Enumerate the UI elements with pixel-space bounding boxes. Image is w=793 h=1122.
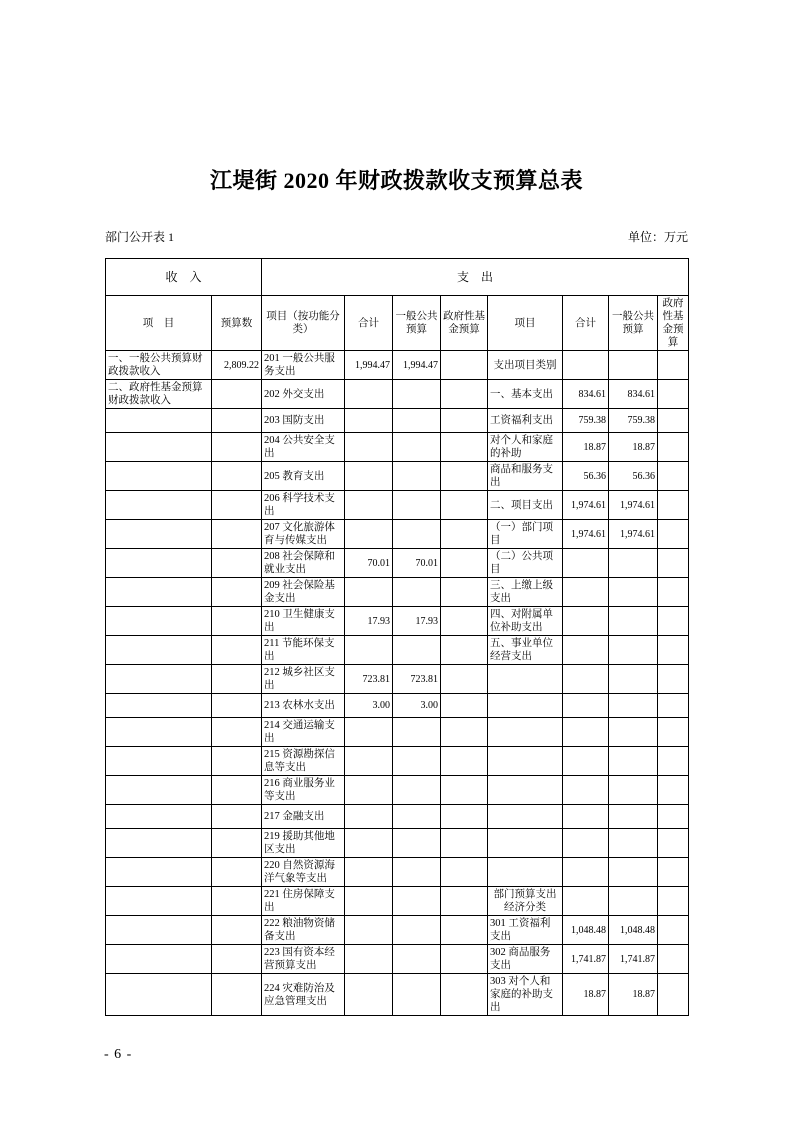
table-cell (658, 520, 689, 549)
table-cell (658, 351, 689, 380)
table-cell: 五、事业单位经营支出 (488, 636, 563, 665)
table-cell (212, 636, 262, 665)
table-cell (488, 858, 563, 887)
table-cell (345, 747, 393, 776)
table-cell (106, 607, 212, 636)
table-cell (658, 916, 689, 945)
table-cell (609, 776, 658, 805)
table-cell (106, 433, 212, 462)
table-row (106, 491, 689, 520)
table-cell: 18.87 (563, 974, 609, 1016)
table-cell: 部门预算支出经济分类 (488, 887, 563, 916)
table-cell: 207 文化旅游体育与传媒支出 (262, 520, 345, 549)
table-cell (212, 694, 262, 718)
table-cell (441, 380, 488, 409)
table-cell: 1,741.87 (609, 945, 658, 974)
table-cell (609, 351, 658, 380)
table-cell (106, 578, 212, 607)
table-cell (212, 805, 262, 829)
table-cell: 56.36 (563, 462, 609, 491)
table-cell: 214 交通运输支出 (262, 718, 345, 747)
table-cell (658, 380, 689, 409)
table-cell: 1,994.47 (393, 351, 441, 380)
table-cell (658, 433, 689, 462)
table-cell (563, 829, 609, 858)
table-cell: 205 教育支出 (262, 462, 345, 491)
table-cell (393, 858, 441, 887)
table-cell (345, 578, 393, 607)
table-row (106, 462, 689, 491)
table-cell (345, 718, 393, 747)
column-header: 合计 (563, 296, 609, 351)
table-cell (488, 665, 563, 694)
table-cell (212, 829, 262, 858)
table-cell: 301 工资福利支出 (488, 916, 563, 945)
table-cell (106, 549, 212, 578)
table-cell (345, 409, 393, 433)
table-cell (393, 636, 441, 665)
table-cell (345, 380, 393, 409)
column-header: 政府性基金预算 (441, 296, 488, 351)
table-cell (658, 694, 689, 718)
table-cell: 834.61 (563, 380, 609, 409)
table-cell (106, 887, 212, 916)
table-cell (441, 520, 488, 549)
page-number: - 6 - (104, 1047, 133, 1062)
table-cell (441, 945, 488, 974)
column-header: 一般公共预算 (393, 296, 441, 351)
table-cell (658, 462, 689, 491)
table-row (106, 409, 689, 433)
table-cell: 203 国防支出 (262, 409, 345, 433)
table-cell (441, 636, 488, 665)
table-cell: 209 社会保险基金支出 (262, 578, 345, 607)
table-cell (441, 607, 488, 636)
table-cell (658, 578, 689, 607)
table-cell: 211 节能环保支出 (262, 636, 345, 665)
column-header: 项目（按功能分类） (262, 296, 345, 351)
table-cell: 204 公共安全支出 (262, 433, 345, 462)
table-cell: 202 外交支出 (262, 380, 345, 409)
table-row (106, 887, 689, 916)
table-cell (106, 718, 212, 747)
table-cell (488, 694, 563, 718)
table-cell (441, 747, 488, 776)
table-cell (488, 805, 563, 829)
table-cell: 208 社会保障和就业支出 (262, 549, 345, 578)
table-cell (441, 776, 488, 805)
table-cell: 70.01 (345, 549, 393, 578)
table-cell (212, 409, 262, 433)
table-cell (106, 776, 212, 805)
table-cell (393, 945, 441, 974)
table-row (106, 916, 689, 945)
column-header: 合计 (345, 296, 393, 351)
table-cell (212, 549, 262, 578)
table-cell (441, 578, 488, 607)
table-row (106, 776, 689, 805)
table-cell (658, 776, 689, 805)
table-cell (345, 491, 393, 520)
column-header-row (106, 296, 689, 351)
table-cell (212, 916, 262, 945)
table-cell: 56.36 (609, 462, 658, 491)
table-cell (563, 549, 609, 578)
table-cell (106, 805, 212, 829)
table-cell: 对个人和家庭的补助 (488, 433, 563, 462)
section-header-row (106, 259, 689, 296)
table-cell: 1,974.61 (609, 520, 658, 549)
table-row (106, 718, 689, 747)
table-cell: 18.87 (609, 433, 658, 462)
table-row (106, 974, 689, 1016)
table-cell (441, 462, 488, 491)
budget-summary-table (105, 258, 689, 1016)
table-cell (345, 945, 393, 974)
table-cell (212, 945, 262, 974)
table-cell: 支出项目类别 (488, 351, 563, 380)
table-cell (441, 351, 488, 380)
table-cell: 四、对附属单位补助支出 (488, 607, 563, 636)
table-cell (345, 858, 393, 887)
table-cell (393, 974, 441, 1016)
table-cell (106, 945, 212, 974)
table-cell (658, 805, 689, 829)
table-row (106, 549, 689, 578)
table-row (106, 607, 689, 636)
table-cell (658, 491, 689, 520)
table-cell (345, 887, 393, 916)
table-cell (563, 578, 609, 607)
table-cell: 1,048.48 (609, 916, 658, 945)
table-cell: 一、基本支出 (488, 380, 563, 409)
table-cell (441, 665, 488, 694)
column-header: 政府性基金预算 (658, 296, 689, 351)
table-cell: 三、上缴上级支出 (488, 578, 563, 607)
table-cell: （一）部门项目 (488, 520, 563, 549)
table-cell: 3.00 (393, 694, 441, 718)
table-cell: 212 城乡社区支出 (262, 665, 345, 694)
table-cell: 222 粮油物资储备支出 (262, 916, 345, 945)
table-cell (441, 829, 488, 858)
column-header: 项目 (488, 296, 563, 351)
table-cell (345, 520, 393, 549)
table-cell (393, 776, 441, 805)
table-cell (212, 433, 262, 462)
table-row (106, 665, 689, 694)
column-header: 预算数 (212, 296, 262, 351)
table-meta-row (105, 230, 688, 245)
table-cell (212, 665, 262, 694)
table-cell (212, 974, 262, 1016)
table-cell: 217 金融支出 (262, 805, 345, 829)
table-row (106, 380, 689, 409)
table-cell (441, 916, 488, 945)
table-cell: 18.87 (609, 974, 658, 1016)
table-row (106, 945, 689, 974)
table-cell (658, 607, 689, 636)
table-cell (106, 747, 212, 776)
table-cell (106, 974, 212, 1016)
table-cell (658, 636, 689, 665)
table-cell (212, 747, 262, 776)
expense-section-header: 支 出 (262, 259, 689, 296)
table-cell (212, 776, 262, 805)
table-cell (488, 829, 563, 858)
table-cell (609, 718, 658, 747)
table-row (106, 694, 689, 718)
table-cell (441, 887, 488, 916)
table-cell (658, 974, 689, 1016)
table-cell (345, 636, 393, 665)
table-cell: 834.61 (609, 380, 658, 409)
table-cell (393, 380, 441, 409)
table-cell: 201 一般公共服务支出 (262, 351, 345, 380)
table-cell: 219 援助其他地区支出 (262, 829, 345, 858)
table-cell: 商品和服务支出 (488, 462, 563, 491)
table-cell (563, 718, 609, 747)
table-cell (393, 747, 441, 776)
table-cell (658, 887, 689, 916)
table-cell (563, 351, 609, 380)
table-cell: 17.93 (345, 607, 393, 636)
table-cell (212, 491, 262, 520)
table-cell (563, 747, 609, 776)
table-cell (658, 718, 689, 747)
table-row (106, 578, 689, 607)
table-cell (106, 829, 212, 858)
table-cell (609, 887, 658, 916)
table-cell: 723.81 (345, 665, 393, 694)
table-cell (563, 805, 609, 829)
table-cell (658, 665, 689, 694)
table-cell (212, 858, 262, 887)
table-cell (609, 694, 658, 718)
table-cell: 1,994.47 (345, 351, 393, 380)
table-cell (658, 829, 689, 858)
table-cell (658, 858, 689, 887)
unit-label: 单位：万元 (627, 230, 688, 244)
table-cell (488, 718, 563, 747)
table-cell: 303 对个人和家庭的补助支出 (488, 974, 563, 1016)
table-cell: 723.81 (393, 665, 441, 694)
table-cell (658, 747, 689, 776)
table-cell (212, 718, 262, 747)
table-cell (106, 520, 212, 549)
table-cell (658, 409, 689, 433)
table-cell (658, 945, 689, 974)
table-cell (393, 805, 441, 829)
table-cell: 二、政府性基金预算财政拨款收入 (106, 380, 212, 409)
table-cell (106, 491, 212, 520)
table-cell: （二）公共项目 (488, 549, 563, 578)
table-cell (563, 694, 609, 718)
table-cell (393, 520, 441, 549)
table-cell (106, 858, 212, 887)
table-cell (488, 747, 563, 776)
table-cell (563, 858, 609, 887)
table-cell: 一、一般公共预算财政拨款收入 (106, 351, 212, 380)
table-cell: 1,048.48 (563, 916, 609, 945)
table-cell (563, 636, 609, 665)
table-cell (441, 718, 488, 747)
table-row (106, 829, 689, 858)
table-cell: 3.00 (345, 694, 393, 718)
table-cell (393, 916, 441, 945)
table-cell: 18.87 (563, 433, 609, 462)
table-cell (609, 549, 658, 578)
table-cell (609, 665, 658, 694)
table-cell (441, 694, 488, 718)
table-cell (393, 462, 441, 491)
table-cell (609, 805, 658, 829)
table-cell (212, 462, 262, 491)
table-cell: 759.38 (609, 409, 658, 433)
table-cell (393, 491, 441, 520)
table-cell (658, 549, 689, 578)
table-row (106, 636, 689, 665)
table-cell (345, 974, 393, 1016)
table-cell: 1,974.61 (563, 491, 609, 520)
table-cell (488, 776, 563, 805)
table-cell (345, 829, 393, 858)
table-cell (441, 805, 488, 829)
table-cell (393, 718, 441, 747)
table-cell: 221 住房保障支出 (262, 887, 345, 916)
table-row (106, 351, 689, 380)
table-cell (212, 380, 262, 409)
table-cell (563, 776, 609, 805)
table-cell: 2,809.22 (212, 351, 262, 380)
income-section-header: 收 入 (106, 259, 262, 296)
table-cell (212, 578, 262, 607)
table-cell (441, 549, 488, 578)
table-cell (609, 636, 658, 665)
table-cell: 302 商品服务支出 (488, 945, 563, 974)
table-row (106, 520, 689, 549)
table-row (106, 433, 689, 462)
table-cell (106, 409, 212, 433)
table-cell (106, 694, 212, 718)
table-cell (441, 409, 488, 433)
table-cell (212, 607, 262, 636)
table-cell (345, 433, 393, 462)
table-cell: 1,974.61 (609, 491, 658, 520)
table-cell (212, 520, 262, 549)
table-cell (441, 491, 488, 520)
table-cell (393, 409, 441, 433)
table-cell: 17.93 (393, 607, 441, 636)
table-cell (345, 916, 393, 945)
table-cell: 210 卫生健康支出 (262, 607, 345, 636)
table-cell: 206 科学技术支出 (262, 491, 345, 520)
table-cell: 1,974.61 (563, 520, 609, 549)
table-cell: 216 商业服务业等支出 (262, 776, 345, 805)
table-cell (345, 776, 393, 805)
table-cell: 215 资源勘探信息等支出 (262, 747, 345, 776)
table-cell (106, 636, 212, 665)
table-cell (345, 805, 393, 829)
table-cell (106, 665, 212, 694)
table-cell: 223 国有资本经营预算支出 (262, 945, 345, 974)
table-cell (212, 887, 262, 916)
table-cell (609, 829, 658, 858)
table-row (106, 858, 689, 887)
table-cell (441, 974, 488, 1016)
table-cell: 工资福利支出 (488, 409, 563, 433)
table-cell (441, 858, 488, 887)
table-cell (563, 607, 609, 636)
table-cell (609, 607, 658, 636)
column-header: 一般公共预算 (609, 296, 658, 351)
page-title: 江堤街 2020 年财政拨款收支预算总表 (209, 168, 583, 193)
table-cell: 70.01 (393, 549, 441, 578)
table-cell (609, 858, 658, 887)
table-label: 部门公开表 1 (105, 230, 175, 244)
table-cell (393, 578, 441, 607)
table-cell (393, 433, 441, 462)
table-cell: 759.38 (563, 409, 609, 433)
table-cell (106, 916, 212, 945)
table-cell: 二、项目支出 (488, 491, 563, 520)
table-cell: 220 自然资源海洋气象等支出 (262, 858, 345, 887)
table-cell (563, 887, 609, 916)
table-cell (609, 578, 658, 607)
table-cell: 213 农林水支出 (262, 694, 345, 718)
table-cell (106, 462, 212, 491)
table-cell (441, 433, 488, 462)
table-cell: 224 灾难防治及应急管理支出 (262, 974, 345, 1016)
column-header: 项 目 (106, 296, 212, 351)
table-cell (609, 747, 658, 776)
table-cell (345, 462, 393, 491)
table-row (106, 805, 689, 829)
table-row (106, 747, 689, 776)
table-cell (393, 887, 441, 916)
table-cell (393, 829, 441, 858)
table-cell: 1,741.87 (563, 945, 609, 974)
table-cell (563, 665, 609, 694)
